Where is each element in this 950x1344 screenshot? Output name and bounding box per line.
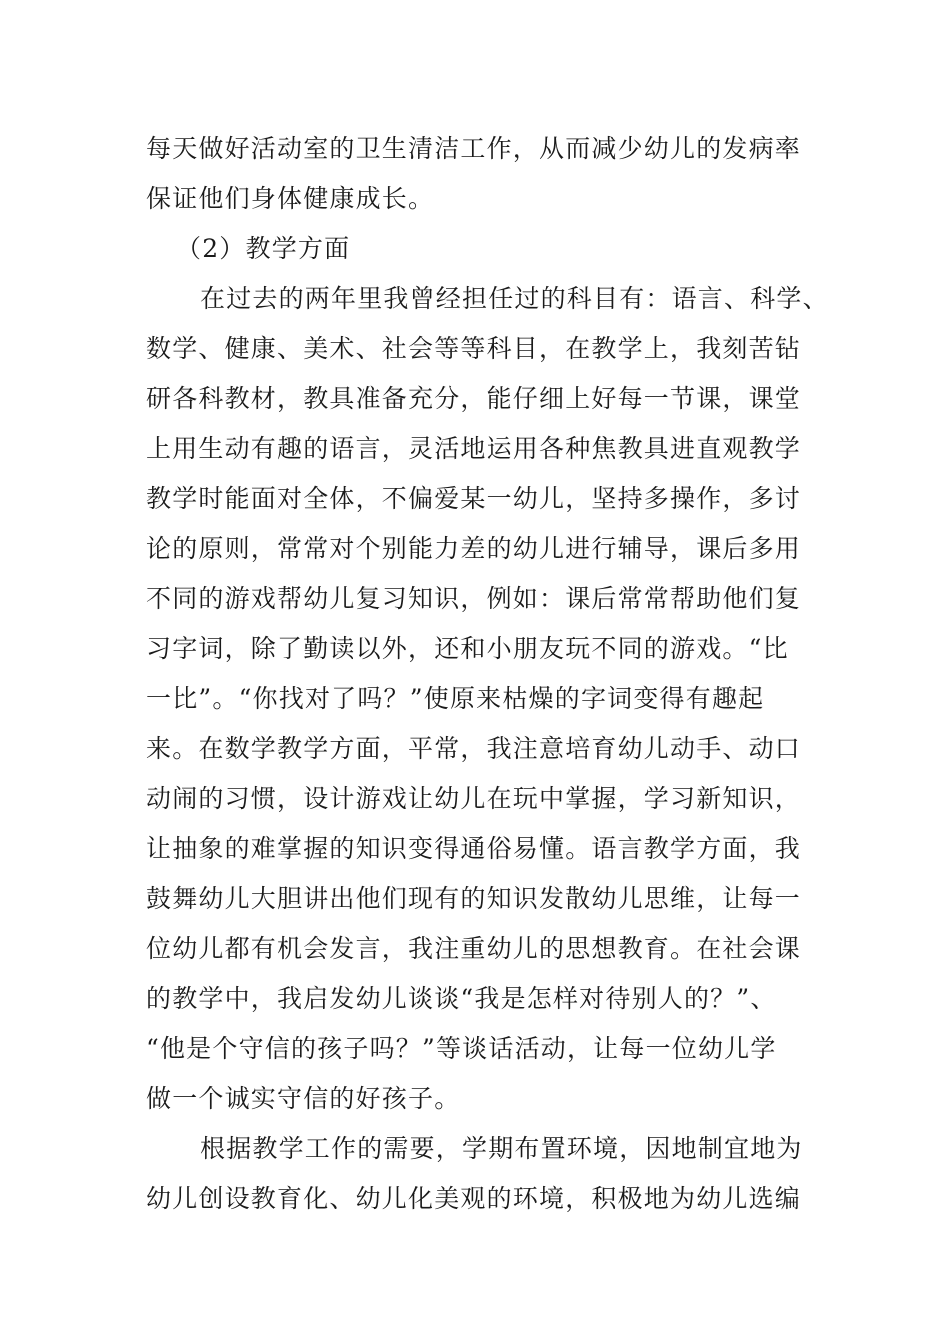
text-line: 数学、健康、美术、社会等等科目，在教学上，我刻苦钻 [146, 334, 802, 363]
text-line: 每天做好活动室的卫生清洁工作，从而减少幼儿的发病率 [146, 134, 802, 163]
text-line: 位幼儿都有机会发言，我注重幼儿的思想教育。在社会课 [146, 934, 802, 963]
text-line: 研各科教材，教具准备充分，能仔细上好每一节课，课堂 [146, 384, 802, 413]
text-line: 幼儿创设教育化、幼儿化美观的环境，积极地为幼儿选编 [146, 1184, 802, 1213]
text-line: 论的原则，常常对个别能力差的幼儿进行辅导，课后多用 [146, 534, 802, 563]
text-line: 动闹的习惯，设计游戏让幼儿在玩中掌握，学习新知识， [146, 784, 802, 813]
text-line: 来。在数学教学方面，平常，我注意培育幼儿动手、动口 [146, 734, 802, 763]
text-line: 根据教学工作的需要，学期布置环境，因地制宜地为 [200, 1134, 803, 1163]
section-heading: （2）教学方面 [176, 234, 351, 263]
text-line: 教学时能面对全体，不偏爱某一幼儿，坚持多操作，多讨 [146, 484, 802, 513]
text-line: 习字词，除了勤读以外，还和小朋友玩不同的游戏。“比 [146, 634, 789, 663]
text-line: 让抽象的难掌握的知识变得通俗易懂。语言教学方面，我 [146, 834, 802, 863]
text-line: 鼓舞幼儿大胆讲出他们现有的知识发散幼儿思维，让每一 [146, 884, 802, 913]
text-line: 保证他们身体健康成长。 [146, 184, 435, 213]
text-line: 的教学中，我启发幼儿谈谈“我是怎样对待别人的？”、 [146, 984, 777, 1013]
text-line: 上用生动有趣的语言，灵活地运用各种焦教具进直观教学 [146, 434, 802, 463]
text-line: 一比”。“你找对了吗？”使原来枯燥的字词变得有趣起 [146, 684, 765, 713]
text-line: 不同的游戏帮幼儿复习知识，例如：课后常常帮助他们复 [146, 584, 802, 613]
text-line: 做一个诚实守信的好孩子。 [146, 1084, 461, 1113]
text-line: 在过去的两年里我曾经担任过的科目有：语言、科学、 [200, 284, 829, 313]
text-line: “他是个守信的孩子吗？”等谈话活动，让每一位幼儿学 [146, 1034, 777, 1063]
